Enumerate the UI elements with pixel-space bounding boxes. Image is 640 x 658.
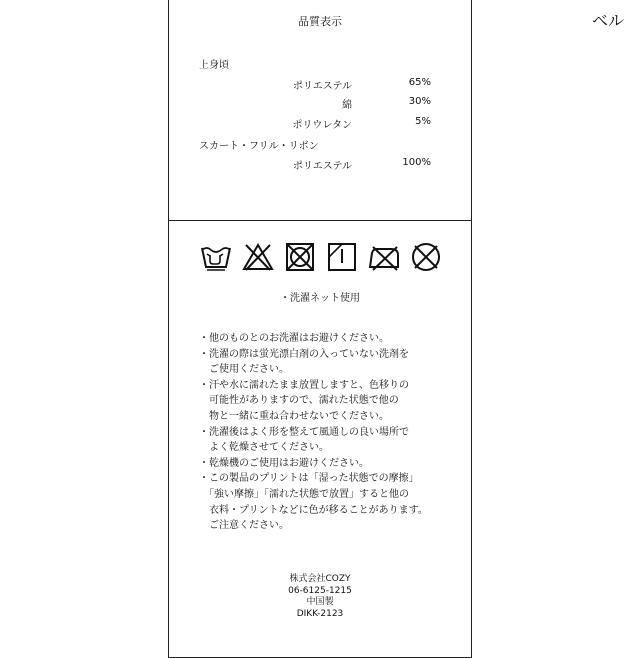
footer-info bbox=[169, 574, 471, 620]
material-name: ポリエステル bbox=[292, 81, 352, 92]
do-not-bleach-icon bbox=[241, 241, 275, 273]
divider bbox=[169, 220, 471, 221]
caution-line: ・他のものとのお洗濯はお避けください。 bbox=[199, 333, 389, 344]
country-of-origin: 中国製 bbox=[306, 597, 334, 607]
caution-line: 衣料・プリントなどに色が移ることがあります。 bbox=[199, 504, 428, 516]
caution-line: ・この製品のプリントは「湿った状態での摩擦」 bbox=[199, 473, 419, 485]
wash-in-tub-30-gentle-icon bbox=[199, 241, 233, 273]
caution-list bbox=[199, 331, 459, 534]
caution-line: 可能性がありますので、濡れた状態で他の bbox=[199, 395, 399, 407]
caution-line: ・洗濯後はよく形を整えて風通しの良い場所で bbox=[199, 426, 409, 438]
caution-line: ・乾燥機のご使用はお避けください。 bbox=[199, 457, 369, 469]
material-name: ポリエステル bbox=[292, 161, 352, 172]
line-dry-in-shade-icon bbox=[325, 241, 359, 273]
material-name: ポリウレタン bbox=[292, 120, 352, 131]
caution-line: ご使用ください。 bbox=[199, 364, 289, 376]
caution-line: 物と一緒に重ね合わせないでください。 bbox=[199, 410, 389, 422]
care-label-tag bbox=[168, 0, 472, 658]
material-percent: 65% bbox=[408, 77, 431, 88]
company-name: 株式会社COZY bbox=[289, 574, 351, 584]
section-name-skirt: スカート・フリル・リボン bbox=[199, 141, 319, 152]
caution-line: ・汗や水に濡れたまま放置しますと、色移りの bbox=[199, 379, 409, 391]
material-name: 綿 bbox=[342, 100, 352, 111]
care-icons-row bbox=[199, 241, 449, 273]
product-code: DIKK-2123 bbox=[296, 608, 344, 619]
corner-label: ベル bbox=[592, 11, 625, 30]
caution-line: ・洗濯の際は蛍光漂白剤の入っていない洗剤を bbox=[199, 348, 409, 360]
do-not-iron-icon bbox=[367, 241, 401, 273]
caution-line: 「強い摩擦」「濡れた状態で放置」すると他の bbox=[199, 488, 409, 500]
phone-number: 06-6125-1215 bbox=[288, 585, 352, 596]
material-percent: 30% bbox=[408, 96, 431, 107]
wash-net-note: ・洗濯ネット使用 bbox=[280, 293, 360, 304]
caution-line: よく乾燥させてください。 bbox=[199, 442, 329, 454]
section-name-bodice: 上身頃 bbox=[199, 60, 229, 71]
material-percent: 100% bbox=[402, 157, 431, 168]
caution-line: ご注意ください。 bbox=[199, 520, 289, 532]
do-not-tumble-dry-icon bbox=[283, 241, 317, 273]
do-not-dry-clean-icon bbox=[409, 241, 443, 273]
material-percent: 5% bbox=[415, 116, 431, 127]
quality-title: 品質表示 bbox=[298, 15, 342, 28]
